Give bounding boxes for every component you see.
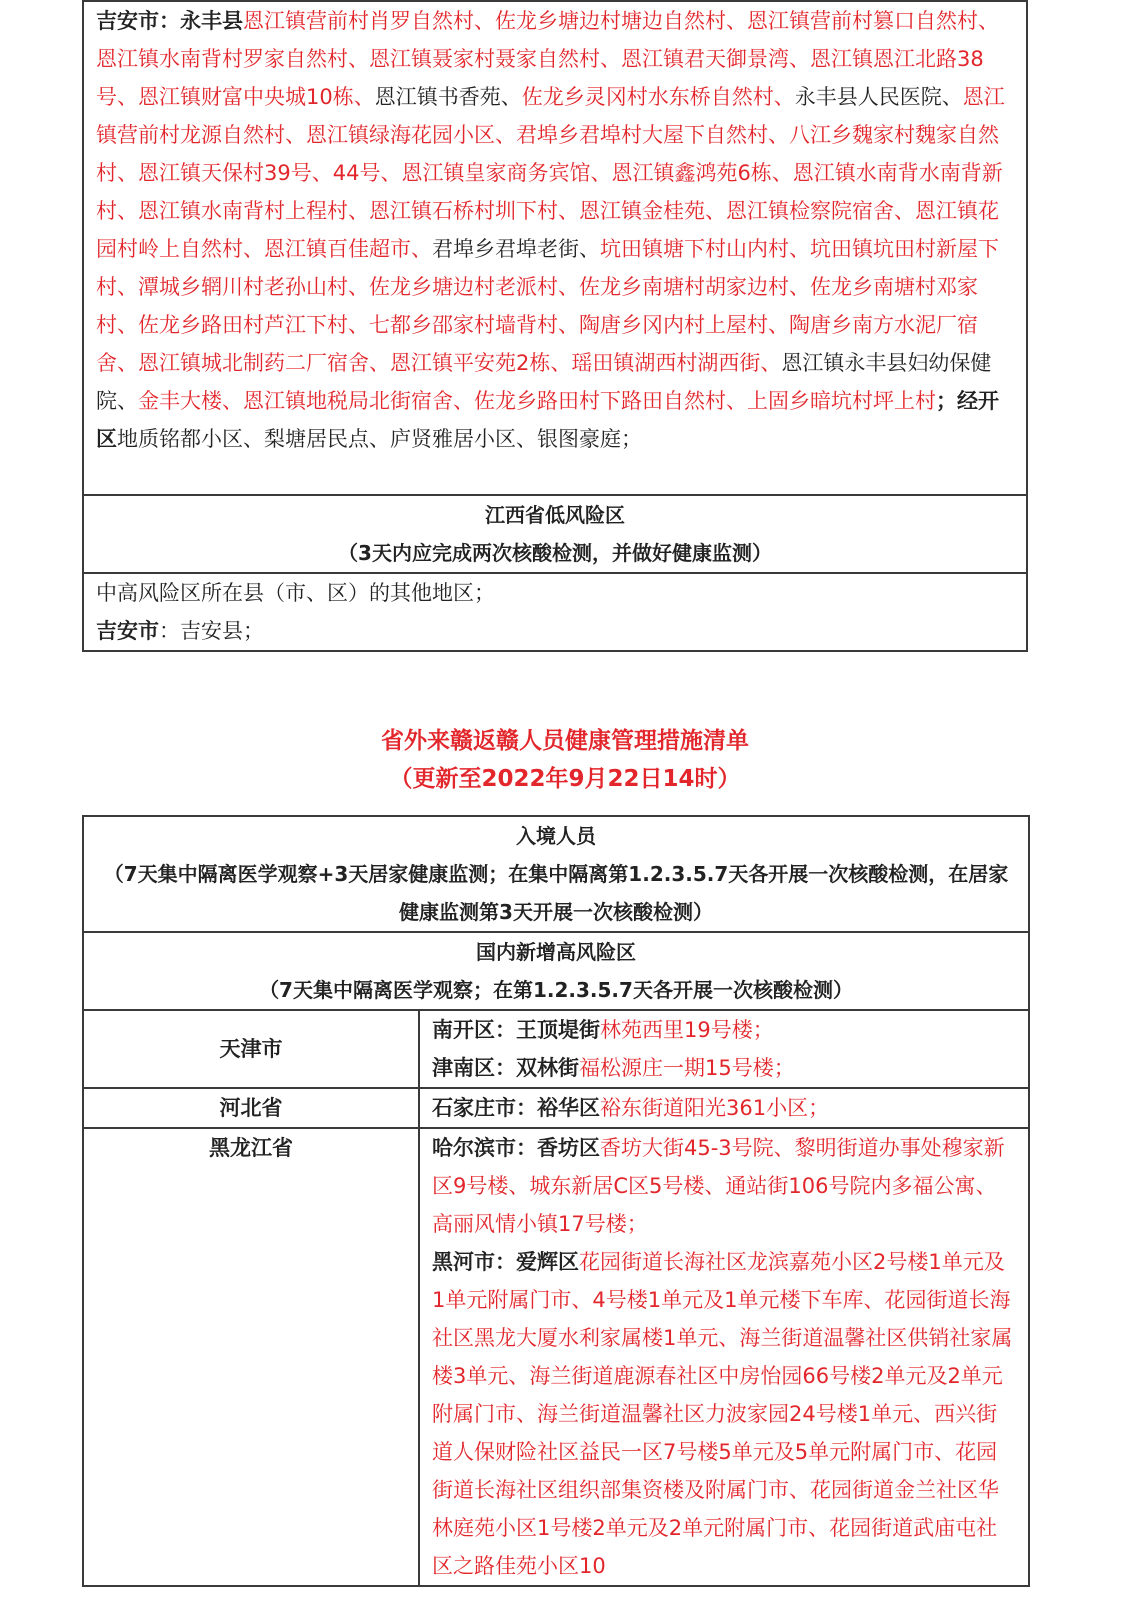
area-list: 金丰大楼、恩江镇地税局北街宿舍、佐龙乡路田村下路田自然村、上固乡暗坑村坪上村 xyxy=(138,389,936,413)
area-list: 君埠乡君埠老街、 xyxy=(432,237,600,261)
city-label: 吉安市 xyxy=(96,619,159,643)
city-label: 吉安市： xyxy=(96,9,180,33)
jian-medium-risk-cell xyxy=(83,1,1027,495)
area-list: 佐龙乡灵冈村水东桥自然村、 xyxy=(521,85,795,109)
city-label: 黑河市：爱辉区 xyxy=(432,1250,579,1274)
area-list: 恩江镇书香苑、 xyxy=(374,85,522,109)
province-cell: 天津市 xyxy=(83,1010,419,1088)
area-list: 裕东街道阳光361小区； xyxy=(600,1096,830,1120)
area-list: 花园街道长海社区龙滨嘉苑小区2号楼1单元及1单元附属门市、4号楼1单元及1单元楼下车库、花园街道长海社区黑龙大厦水利家属楼1单元、海兰街道温馨社区供销社家属楼3单元、海兰街道鹿源春社区中房怡园66号楼2单元及2单元附属门市、海兰街道温馨社区力波家园24号楼1单元、西兴街道人保财险社区益民一区7号楼5单元及5单元附属门市、花园街道长海社区组织部集资楼及附属门市、花园街道金兰社区华林庭苑小区1号楼2单元及2单元附属门市、花园街道武庙屯社区之路佳苑小区10 xyxy=(432,1250,1013,1578)
area-list: 林苑西里19号楼； xyxy=(600,1018,774,1042)
risk-area-table-jiangxi xyxy=(82,0,1028,652)
area-line xyxy=(432,1129,1016,1243)
high-risk-title: 国内新增高风险区 xyxy=(476,940,636,964)
low-risk-body xyxy=(83,573,1027,651)
district-label: 津南区：双林街 xyxy=(432,1056,579,1080)
low-risk-header xyxy=(83,495,1027,573)
low-risk-line: 中高风险区所在县（市、区）的其他地区； xyxy=(96,581,495,605)
district-label: 石家庄市：裕华区 xyxy=(432,1096,600,1120)
high-risk-header xyxy=(83,932,1029,1010)
province-cell: 河北省 xyxy=(83,1088,419,1128)
area-line xyxy=(432,1011,1016,1049)
health-management-table xyxy=(82,815,1030,1587)
area-list: 福松源庄一期15号楼； xyxy=(579,1056,795,1080)
low-risk-line xyxy=(96,612,1014,650)
area-list: 坑田镇塘下村山内村、坑田镇坑田村新屋下村、潭城乡辋川村老孙山村、佐龙乡塘边村老派村、佐龙乡南塘村胡家边村、佐龙乡南塘村邓家村、佐龙乡路田村芦江下村、七都乡邵家村墙背村、陶唐乡冈内村上屋村、陶唐乡南方水泥厂宿舍、恩江镇城北制药二厂宿舍、恩江镇平安苑2栋、瑶田镇湖西村湖西街、 xyxy=(96,237,999,375)
area-list: 地质铭都小区、梨塘居民点、庐贤雅居小区、银图豪庭； xyxy=(117,427,642,451)
district-label: 经开区 xyxy=(96,389,999,451)
area-cell xyxy=(419,1128,1029,1586)
area-line xyxy=(432,1049,1016,1087)
area-list: 香坊大街45-3号院、黎明街道办事处穆家新区9号楼、城东新居C区5号楼、通站街106号院内多福公寓、高丽风情小镇17号楼； xyxy=(432,1136,1005,1236)
title-date: （更新至2022年9月22日14时） xyxy=(389,766,741,792)
area-list: ：吉安县； xyxy=(159,619,264,643)
title-line: 省外来赣返赣人员健康管理措施清单 xyxy=(381,728,749,754)
city-label: 哈尔滨市：香坊区 xyxy=(432,1136,600,1160)
inbound-subtitle: （7天集中隔离医学观察+3天居家健康监测；在集中隔离第1.2.3.5.7天各开展一次核酸检测，在居家健康监测第3天开展一次核酸检测） xyxy=(103,862,1009,924)
district-label: 南开区：王顶堤街 xyxy=(432,1018,600,1042)
inbound-header xyxy=(83,816,1029,932)
area-list: 恩江镇永丰县妇幼保健院、 xyxy=(96,351,992,413)
area-cell xyxy=(419,1088,1029,1128)
low-risk-subtitle: （3天内应完成两次核酸检测，并做好健康监测） xyxy=(338,541,772,565)
county-label: 永丰县 xyxy=(180,9,243,33)
area-list: 恩江镇营前村龙源自然村、恩江镇绿海花园小区、君埠乡君埠村大屋下自然村、八江乡魏家村魏家自然村、恩江镇天保村39号、44号、恩江镇皇家商务宾馆、恩江镇鑫鸿苑6栋、恩江镇水南背水南背新村、恩江镇水南背村上程村、恩江镇石桥村圳下村、恩江镇金桂苑、恩江镇检察院宿舍、恩江镇花园村岭上自然村、恩江镇百佳超市、 xyxy=(96,85,1005,261)
area-cell xyxy=(419,1010,1029,1088)
province-cell: 黑龙江省 xyxy=(83,1128,419,1586)
area-list: 永丰县人民医院、 xyxy=(794,85,963,109)
document-title xyxy=(0,722,1130,798)
separator: ； xyxy=(936,389,957,413)
inbound-title: 入境人员 xyxy=(516,824,596,848)
area-line xyxy=(432,1243,1016,1585)
area-list: 恩江镇营前村肖罗自然村、佐龙乡塘边村塘边自然村、恩江镇营前村篡口自然村、恩江镇水南背村罗家自然村、恩江镇聂家村聂家自然村、恩江镇君天御景湾、恩江镇恩江北路38号、恩江镇财富中央城10栋、 xyxy=(96,9,999,109)
low-risk-title: 江西省低风险区 xyxy=(485,503,625,527)
high-risk-subtitle: （7天集中隔离医学观察；在第1.2.3.5.7天各开展一次核酸检测） xyxy=(259,978,853,1002)
